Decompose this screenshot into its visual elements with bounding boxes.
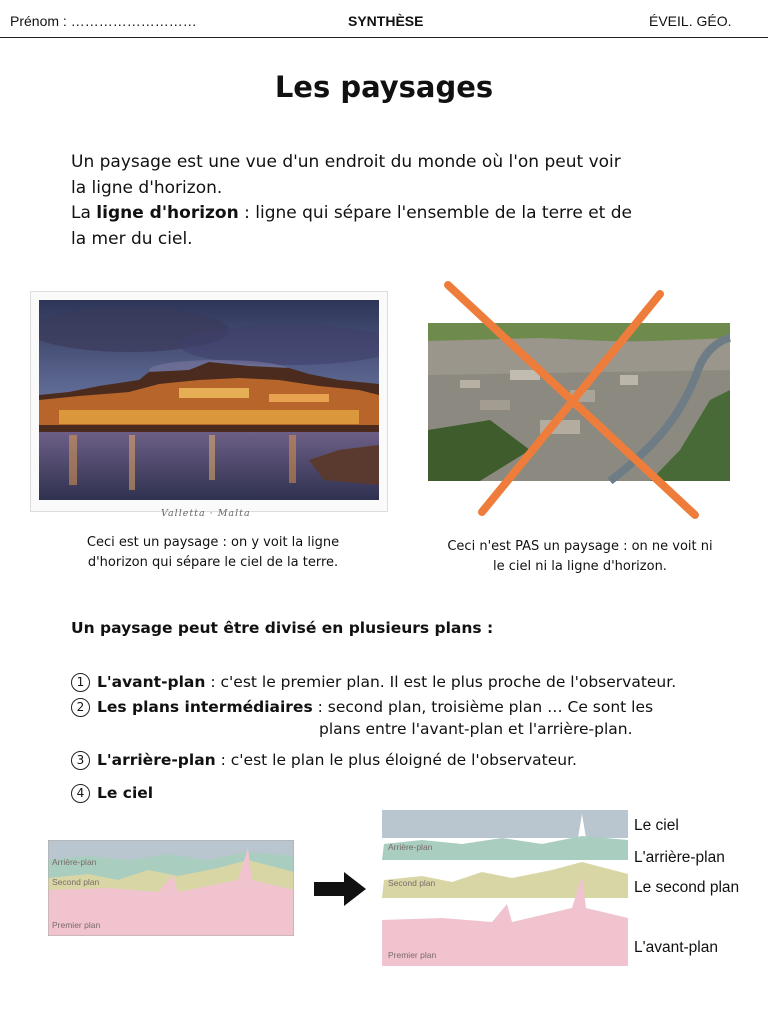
- postcard-signature: Valletta · Malta: [161, 508, 251, 519]
- plan-term: L'arrière-plan: [97, 751, 216, 769]
- layer-label-foreground: Premier plan: [388, 950, 437, 960]
- caption-not-landscape: [420, 537, 740, 577]
- diagram-label-second: Second plan: [52, 877, 100, 887]
- plan-number: 2: [71, 698, 90, 717]
- caption-landscape-line-2: d'horizon qui sépare le ciel de la terre.: [87, 555, 339, 570]
- plan-term: Les plans intermédiaires: [97, 698, 313, 716]
- plan-term: L'avant-plan: [97, 673, 206, 691]
- plan-text: : c'est le plan le plus éloigné de l'observateur.: [215, 751, 577, 769]
- diagram-label-background: Arrière-plan: [52, 857, 97, 867]
- plan-item-3: [71, 749, 577, 771]
- caption-landscape-line-1: Ceci est un paysage : on y voit la ligne: [86, 535, 340, 550]
- legend-foreground: L'avant-plan: [634, 939, 718, 956]
- page-title: Les paysages: [274, 70, 494, 104]
- header-title: SYNTHÈSE: [348, 13, 424, 29]
- legend-background: L'arrière-plan: [634, 849, 725, 866]
- intro-line-1: Un paysage est une vue d'un endroit du monde où l'on peut voir: [71, 152, 621, 172]
- intro-line-2: la ligne d'horizon.: [71, 177, 223, 198]
- header-divider: [0, 37, 768, 38]
- definition-prefix: La: [71, 203, 97, 223]
- arrow-right-icon: [314, 872, 366, 906]
- definition-text: : ligne qui sépare l'ensemble de la terre et de: [238, 203, 632, 223]
- caption-landscape: [40, 533, 386, 573]
- caption-not-landscape-line-2: le ciel ni la ligne d'horizon.: [493, 559, 667, 574]
- plan-text: : second plan, troisième plan … Ce sont les: [312, 698, 654, 716]
- plan-item-4: [71, 782, 153, 804]
- legend-sky: Le ciel: [634, 817, 679, 834]
- plan-item-1: [71, 671, 676, 693]
- plans-heading: Un paysage peut être divisé en plusieurs plans :: [71, 619, 494, 637]
- plan-number: 1: [71, 673, 90, 692]
- plans-diagram-combined: [48, 840, 294, 936]
- definition-term: ligne d'horizon: [96, 203, 239, 223]
- plan-number: 4: [71, 784, 90, 803]
- layer-sky: [382, 810, 628, 838]
- plan-item-2-continued: plans entre l'avant-plan et l'arrière-plan.: [319, 720, 633, 738]
- plan-number: 3: [71, 751, 90, 770]
- definition-line: [71, 201, 711, 227]
- caption-not-landscape-line-1: Ceci n'est PAS un paysage : on ne voit ni: [447, 539, 713, 554]
- layer-label-second: Second plan: [388, 878, 436, 888]
- header-subject: ÉVEIL. GÉO.: [649, 13, 732, 29]
- plan-text: : c'est le premier plan. Il est le plus proche de l'observateur.: [205, 673, 677, 691]
- diagram-label-foreground: Premier plan: [52, 920, 101, 930]
- layer-label-background: Arrière-plan: [388, 842, 433, 852]
- postcard-frame: [30, 291, 388, 519]
- definition-line-2: la mer du ciel.: [71, 228, 193, 249]
- intro-paragraph: [71, 150, 711, 252]
- plans-diagram-exploded: [382, 808, 628, 968]
- plan-term: Le ciel: [97, 784, 154, 802]
- name-field: Prénom : ………………………: [10, 13, 197, 29]
- aerial-photo-crossed: [420, 280, 740, 520]
- legend-second: Le second plan: [634, 879, 740, 896]
- landscape-photo: [39, 300, 379, 500]
- plan-item-2: [71, 696, 653, 718]
